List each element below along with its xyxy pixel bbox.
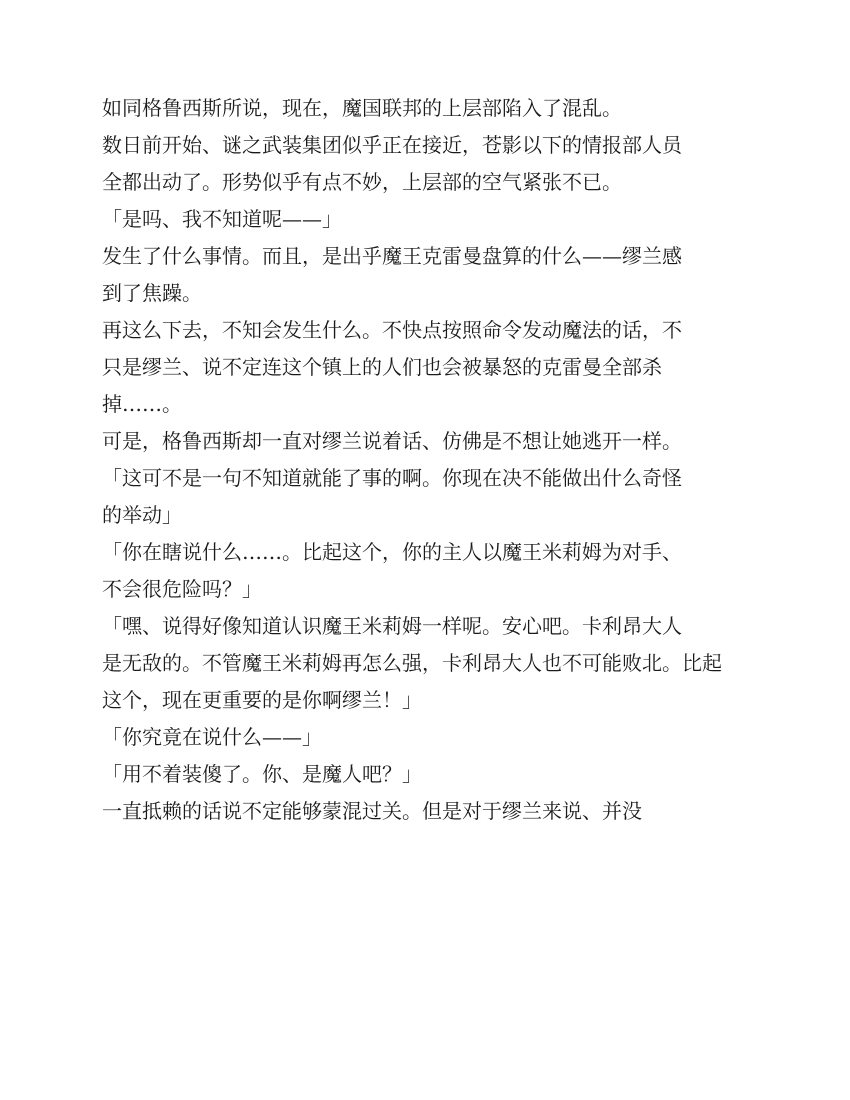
text-line: 「用不着装傻了。你、是魔人吧？」: [102, 762, 422, 786]
text-line: 只是缪兰、说不定连这个镇上的人们也会被暴怒的克雷曼全部杀: [102, 355, 662, 379]
text-line: 再这么下去，不知会发生什么。不快点按照命令发动魔法的话，不: [102, 318, 682, 342]
text-line: 是无敌的。不管魔王米莉姆再怎么强，卡利昂大人也不可能败北。比起: [102, 651, 722, 675]
text-body: [102, 90, 762, 830]
text-line: 可是，格鲁西斯却一直对缪兰说着话、仿佛是不想让她逃开一样。: [102, 429, 682, 453]
text-line: 如同格鲁西斯所说，现在，魔国联邦的上层部陷入了混乱。: [102, 96, 622, 120]
text-line: 掉……。: [102, 392, 182, 416]
text-line: 一直抵赖的话说不定能够蒙混过关。但是对于缪兰来说、并没: [102, 799, 642, 823]
text-line: 「你究竟在说什么——」: [102, 725, 322, 749]
text-line: 这个，现在更重要的是你啊缪兰！」: [102, 688, 422, 712]
text-line: 发生了什么事情。而且，是出乎魔王克雷曼盘算的什么——缪兰感: [102, 244, 682, 268]
text-line: 「是吗、我不知道呢——」: [102, 207, 342, 231]
text-line: 到了焦躁。: [102, 281, 202, 305]
text-line: 不会很危险吗？」: [102, 577, 262, 601]
text-line: 的举动」: [102, 503, 182, 527]
text-line: 「这可不是一句不知道就能了事的啊。你现在决不能做出什么奇怪: [102, 466, 682, 490]
text-line: 「嘿、说得好像知道认识魔王米莉姆一样呢。安心吧。卡利昂大人: [102, 614, 682, 638]
text-line: 「你在瞎说什么……。比起这个，你的主人以魔王米莉姆为对手、: [102, 540, 682, 564]
text-line: 数日前开始、谜之武装集团似乎正在接近，苍影以下的情报部人员: [102, 133, 682, 157]
text-line: 全都出动了。形势似乎有点不妙，上层部的空气紧张不已。: [102, 170, 622, 194]
